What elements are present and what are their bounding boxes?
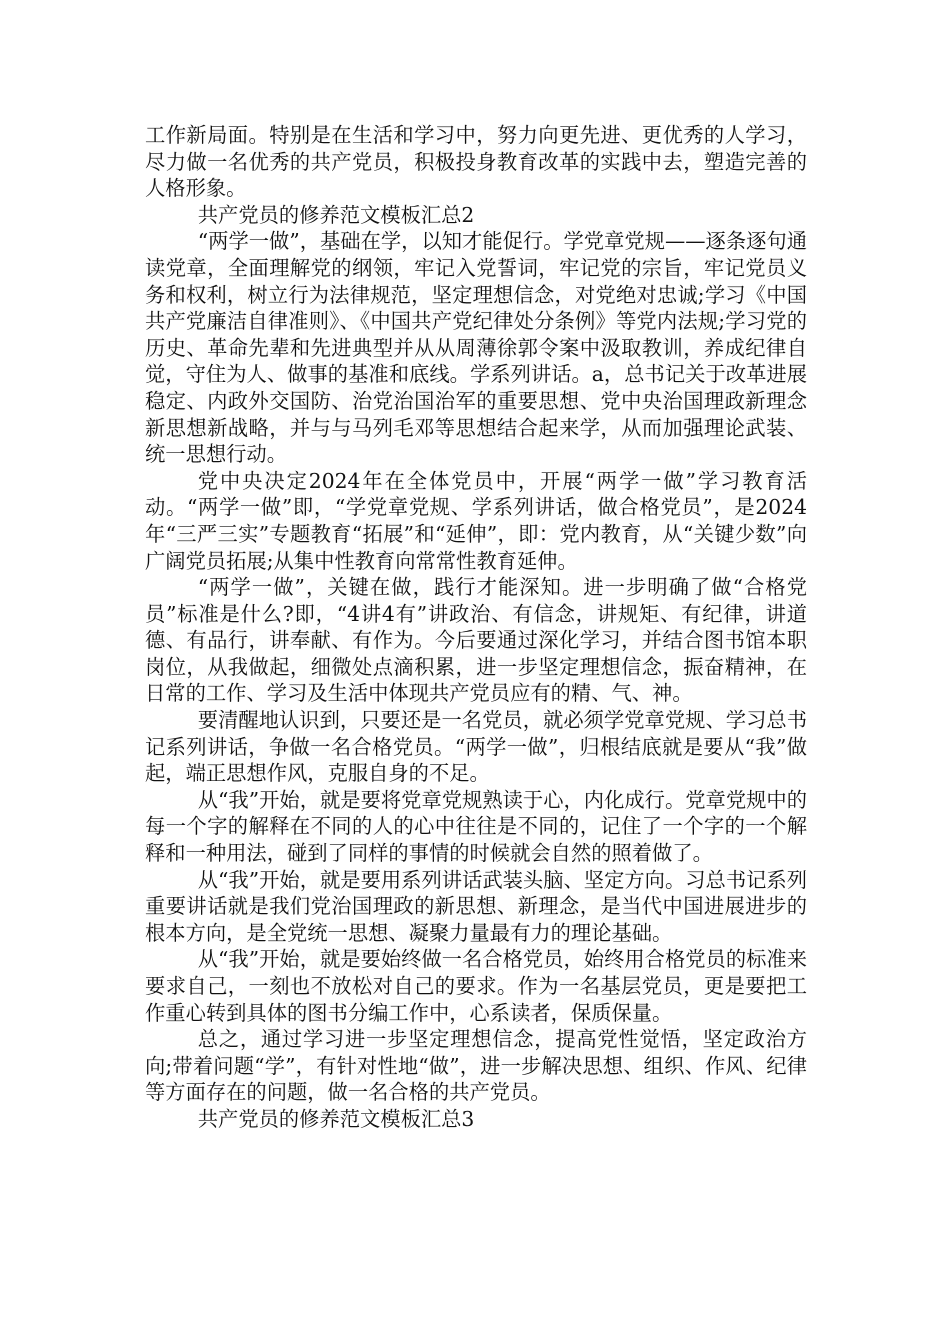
paragraph-key-in-doing: “两学一做”，关键在做，践行才能深知。进一步明确了做“合格党员”标准是什么?即，“4讲4有”讲政治、有信念，讲规矩、有纪律，讲道德、有品行，讲奉献、有作为。今后要通过深化学习，并结合图书馆本职岗位，从我做起，细微处点滴积累，进一步坚定理想信念，振奋精神，在日常的工作、学习及生活中体现共产党员应有的精、气、神。 [145, 575, 807, 706]
section-heading-2: 共产党员的修养范文模板汇总2 [197, 202, 475, 227]
paragraph-clear-awareness: 要清醒地认识到，只要还是一名党员，就必须学党章党规、学习总书记系列讲话，争做一名合格党员。“两学一做”，归根结底就是要从“我”做起，端正思想作风，克服自身的不足。 [145, 708, 807, 786]
paragraph-intro: 工作新局面。特别是在生活和学习中，努力向更先进、更优秀的人学习，尽力做一名优秀的共产党员，积极投身教育改革的实践中去，塑造完善的人格形象。 [145, 123, 807, 201]
document-body [145, 122, 807, 1133]
paragraph-conclusion: 总之，通过学习进一步坚定理想信念，提高党性觉悟，坚定政治方向;带着问题“学”，有针对性地“做”，进一步解决思想、组织、作风、纪律等方面存在的问题，做一名合格的共产党员。 [145, 1027, 807, 1105]
paragraph-start-from-me-3: 从“我”开始，就是要始终做一名合格党员，始终用合格党员的标准来要求自己，一刻也不放松对自己的要求。作为一名基层党员，更是要把工作重心转到具体的图书分编工作中，心系读者，保质保量。 [145, 947, 807, 1025]
section-heading-3: 共产党员的修养范文模板汇总3 [197, 1106, 475, 1131]
paragraph-start-from-me-2: 从“我”开始，就是要用系列讲话武装头脑、坚定方向。习总书记系列重要讲话就是我们党治国理政的新思想、新理念，是当代中国进展进步的根本方向，是全党统一思想、凝聚力量最有力的理论基础。 [145, 867, 807, 945]
paragraph-study-basis: “两学一做”，基础在学，以知才能促行。学党章党规——逐条逐句通读党章，全面理解党的纲领，牢记入党誓词，牢记党的宗旨，牢记党员义务和权利，树立行为法律规范，坚定理想信念，对党绝对忠诚;学习《中国共产党廉洁自律准则》、《中国共产党纪律处分条例》等党内法规;学习党的历史、革命先辈和先进典型并从从周薄徐郭令案中汲取教训，养成纪律自觉，守住为人、做事的基准和底线。学系列讲话。a，总书记关于改革进展稳定、内政外交国防、治党治国治军的重要思想、党中央治国理政新理念新思想新战略，并与与马列毛邓等思想结合起来学，从而加强理论武装、统一思想行动。 [145, 229, 807, 467]
paragraph-start-from-me-1: 从“我”开始，就是要将党章党规熟读于心，内化成行。党章党规中的每一个字的解释在不同的人的心中往往是不同的，记住了一个字的一个解释和一种用法，碰到了同样的事情的时候就会自然的照着做了。 [145, 787, 807, 866]
paragraph-central-decision: 党中央决定2024年在全体党员中，开展“两学一做”学习教育活动。“两学一做”即，“学党章党规、学系列讲话，做合格党员”，是2024年“三严三实”专题教育“拓展”和“延伸”，即：党内教育，从“关键少数”向广阔党员拓展;从集中性教育向常常性教育延伸。 [145, 468, 807, 573]
